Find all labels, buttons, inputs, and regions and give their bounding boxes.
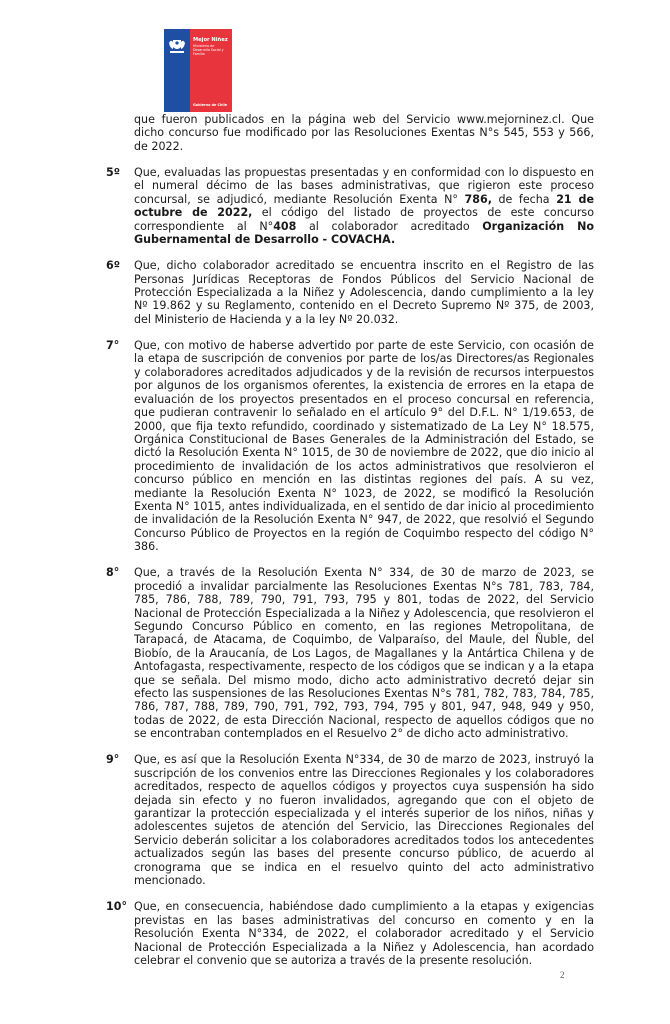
item-number: 5º xyxy=(106,166,120,180)
item-text: Que, a través de la Resolución Exenta N° 334, de 30 de marzo de 2023, se procedió a invalidar parcialmente las Resoluciones Exentas N°s 781, 783, 784, 785, 786, 788, 789, 790, 791, 793, 795 y 801, todas de 2022, del Servicio Nacional de Protección Especializada a la Niñez y Adolescencia, que resolvieron el Segundo Concurso Público en comento, en las regiones Metropolitana, de Tarapacá, de Atacama, de Coquimbo, de Valparaíso, del Maule, del Ñuble, del Biobío, de la Araucanía, de Los Lagos, de Magallanes y la Antártica Chilena y de Antofagasta, respectivamente, respecto de los códigos que se indican y a la etapa que se señala. Del mismo modo, dicho acto administrativo decretó dejar sin efecto las suspensiones de las Resoluciones Exentas N°s 781, 782, 783, 784, 785, 786, 787, 788, 789, 790, 791, 792, 793, 794, 795 y 801, 947, 948, 949 y 950, todas de 2022, de esta Dirección Nacional, respecto de aquellos códigos que no se encontraban contemplados en el Resuelvo 2° de dicho acto administrativo. xyxy=(134,566,594,741)
item-number: 7° xyxy=(106,339,120,353)
logo-stripe xyxy=(164,29,232,31)
considerando-6 xyxy=(106,259,594,326)
item-number: 10° xyxy=(106,900,127,914)
item-text: Que, dicho colaborador acreditado se encuentra inscrito en el Registro de las Personas Jurídicas Receptoras de Fondos Públicos del Servicio Nacional de Protección Especializada a la Niñez y Adolescencia, dando cumplimiento a la ley Nº 19.862 y su Reglamento, contenido en el Decreto Supremo Nº 375, de 2003, del Ministerio de Hacienda y a la ley Nº 20.032. xyxy=(134,259,594,326)
item-number: 6º xyxy=(106,259,120,273)
chile-coat-of-arms-icon xyxy=(167,37,187,55)
logo-government: Gobierno de Chile xyxy=(193,103,228,107)
item-text: Que, con motivo de haberse advertido por parte de este Servicio, con ocasión de la etapa de suscripción de convenios por parte de los/as Directores/as Regionales y colaboradores acreditados adjudicados y de la revisión de recursos interpuestos por algunos de los organismos oferentes, la existencia de errores en la etapa de evaluación de los proyectos presentados en el proceso concursal en referencia, que pudieran contravenir lo señalado en el artículo 9° del D.F.L. N° 1/19.653, de 2000, que fija texto refundido, coordinado y sistematizado de La Ley N° 18.575, Orgánica Constitucional de Bases Generales de la Administración del Estado, se dictó la Resolución Exenta N° 1015, de 30 de noviembre de 2022, que dio inicio al procedimiento de invalidación de los actos administrativos que resolvieron el concurso público en mención en las distintas regiones del país. A su vez, mediante la Resolución Exenta N° 1023, de 2022, se modificó la Resolución Exenta N° 1015, antes individualizada, en el sentido de dar inicio al procedimiento de invalidación de la Resolución Exenta N° 947, de 2022, que resolvió el Segundo Concurso Público de Proyectos en la región de Coquimbo respecto del código N° 386. xyxy=(134,339,594,554)
logo-red-panel xyxy=(190,29,232,112)
item-number: 8° xyxy=(106,566,120,580)
considerando-5 xyxy=(106,166,595,247)
item-text: Que, es así que la Resolución Exenta N°334, de 30 de marzo de 2023, instruyó la suscripción de los convenios entre las Direcciones Regionales y los colaboradores acreditados, respecto de aquellos códigos y proyectos cuya suspensión ha sido dejada sin efecto y no fueron invalidados, agregando que con el objeto de garantizar la protección especializada y el interés superior de los niños, niñas y adolescentes sujetos de atención del Servicio, las Direcciones Regionales del Servicio deberán solicitar a los colaboradores acreditados todos los antecedentes actualizados según las bases del presente concurso público, de acuerdo al cronograma que se indica en el resuelvo quinto del acto administrativo mencionado. xyxy=(134,753,594,888)
page-number: 2 xyxy=(560,970,565,980)
item-text: Que, evaluadas las propuestas presentadas y en conformidad con lo dispuesto en el numeral décimo de las bases administrativas, que rigieron este proceso concursal, se adjudicó, mediante Resolución Exenta N° 786, de fecha 21 de octubre de 2022, el código del listado de proyectos de este concurso correspondiente al N°408 al colaborador acreditado Organización No Gubernamental de Desarrollo - COVACHA. xyxy=(134,166,595,247)
document-body xyxy=(106,113,595,967)
considerando-8 xyxy=(106,566,594,741)
considerando-7 xyxy=(106,339,594,554)
logo-brand: Mejor Niñez xyxy=(193,37,228,43)
considerando-10 xyxy=(106,900,594,967)
considerando-9 xyxy=(106,753,594,888)
logo-ministry: Ministerio de Desarrollo Social y Familia xyxy=(193,44,224,56)
intro-paragraph: que fueron publicados en la página web del Servicio www.mejorninez.cl. Que dicho concurso fue modificado por las Resoluciones Exentas N°s 545, 553 y 566, de 2022. xyxy=(134,113,594,153)
item-number: 9° xyxy=(106,753,120,767)
item-text: Que, en consecuencia, habiéndose dado cumplimiento a la etapas y exigencias previstas en las bases administrativas del concurso en comento y en la Resolución Exenta N°334, de 2022, el colaborador acreditado y el Servicio Nacional de Protección Especializada a la Niñez y Adolescencia, han acordado celebrar el convenio que se autoriza a través de la presente resolución. xyxy=(134,900,594,967)
mejor-ninez-logo xyxy=(164,29,232,112)
logo-blue-panel xyxy=(164,29,190,112)
awarded-organization: Organización No Gubernamental de Desarrollo - COVACHA. xyxy=(134,219,594,247)
